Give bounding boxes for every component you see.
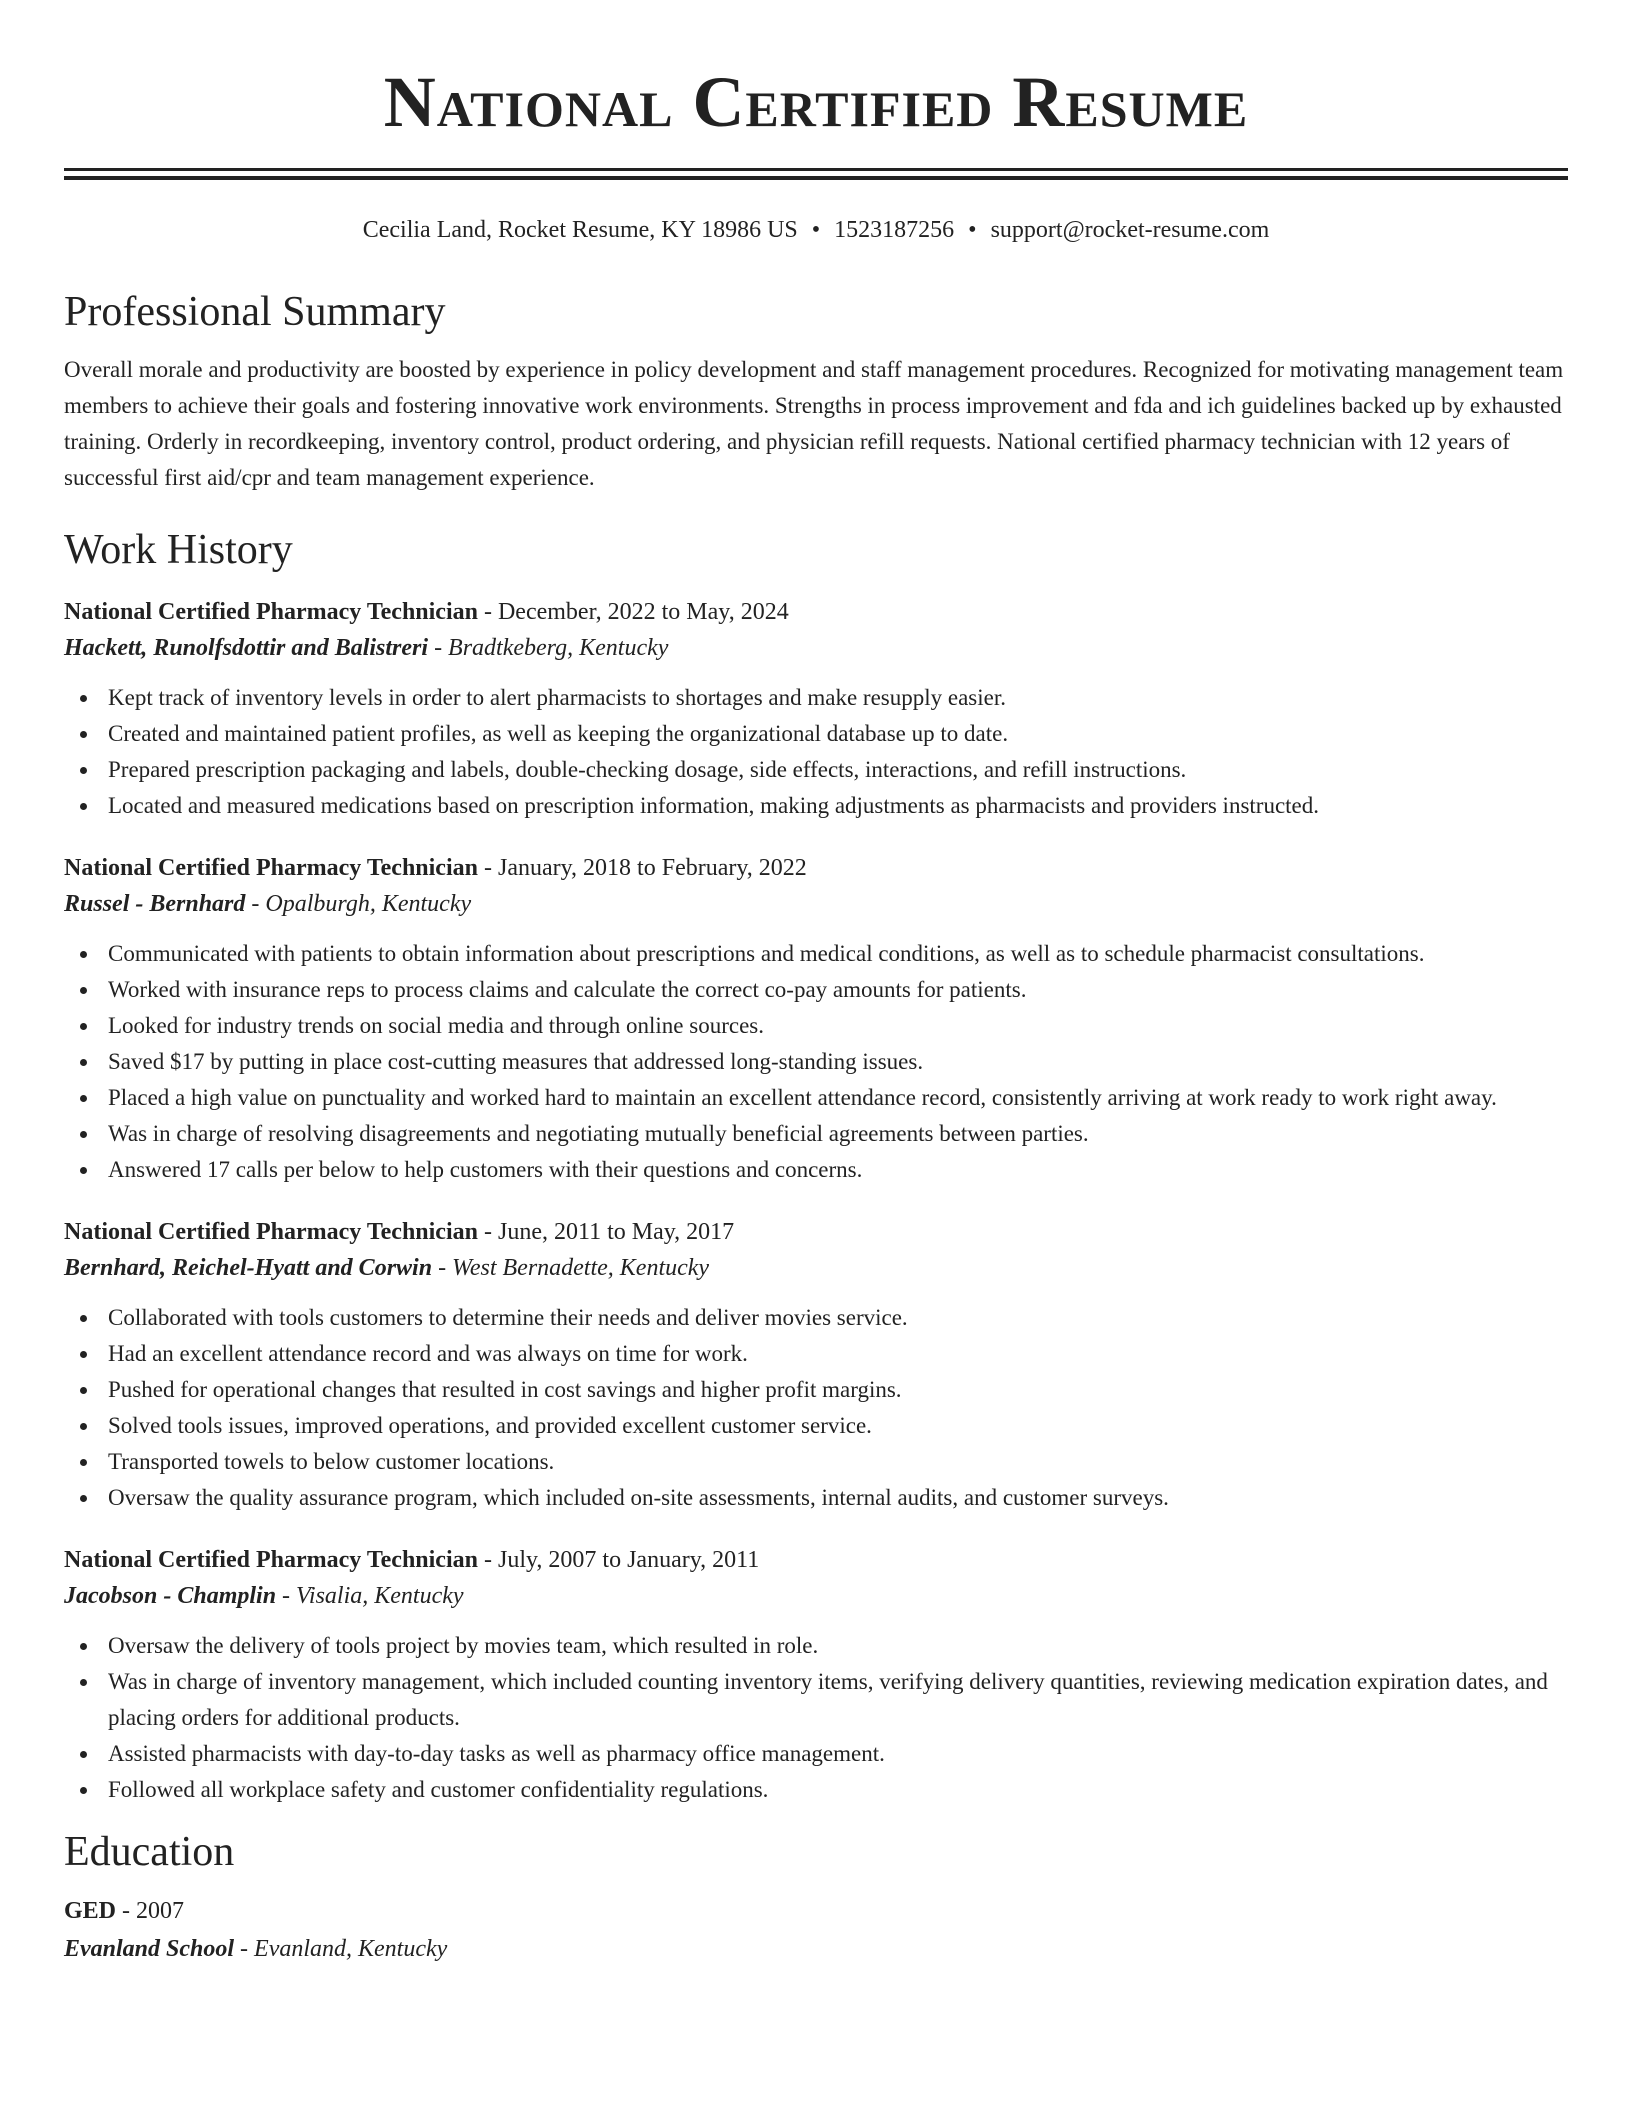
job-company: Jacobson - Champlin xyxy=(64,1583,277,1609)
education-school: Evanland School xyxy=(64,1936,235,1962)
education-location: - Evanland, Kentucky xyxy=(234,1936,448,1962)
job-bullet-list xyxy=(64,1628,1568,1808)
job-bullet: Oversaw the delivery of tools project by movies team, which resulted in role. xyxy=(64,1628,1568,1664)
job-dates: - July, 2007 to January, 2011 xyxy=(477,1547,760,1573)
job-location: - Visalia, Kentucky xyxy=(276,1583,464,1609)
job-bullet: Answered 17 calls per below to help customers with their questions and concerns. xyxy=(64,1152,1568,1188)
job-location: - Bradtkeberg, Kentucky xyxy=(428,635,669,661)
education-school-line xyxy=(64,1930,1568,1968)
job-location: - Opalburgh, Kentucky xyxy=(245,891,472,917)
job-entry xyxy=(64,594,1568,824)
contact-address: Cecilia Land, Rocket Resume, KY 18986 US xyxy=(362,217,798,243)
job-bullet: Worked with insurance reps to process claims and calculate the correct co-pay amounts for patients. xyxy=(64,972,1568,1008)
job-bullet: Pushed for operational changes that resulted in cost savings and higher profit margins. xyxy=(64,1372,1568,1408)
education-degree-line xyxy=(64,1892,1568,1930)
job-company-line xyxy=(64,886,1568,922)
job-entry xyxy=(64,850,1568,1188)
education-heading: Education xyxy=(64,1829,235,1875)
job-bullet: Saved $17 by putting in place cost-cutting measures that addressed long-standing issues. xyxy=(64,1044,1568,1080)
job-bullet-list xyxy=(64,936,1568,1188)
job-bullet: Located and measured medications based on prescription information, making adjustments as pharmacists and providers instructed. xyxy=(64,788,1568,824)
job-entry xyxy=(64,1542,1568,1808)
job-title-line xyxy=(64,1542,1568,1578)
job-company-line xyxy=(64,1578,1568,1614)
job-bullet: Collaborated with tools customers to determine their needs and deliver movies service. xyxy=(64,1300,1568,1336)
job-title-line xyxy=(64,850,1568,886)
job-dates: - December, 2022 to May, 2024 xyxy=(477,599,789,625)
resume-title: National Certified Resume xyxy=(383,62,1249,142)
job-company: Hackett, Runolfsdottir and Balistreri xyxy=(64,635,429,661)
job-bullet: Looked for industry trends on social media and through online sources. xyxy=(64,1008,1568,1044)
contact-separator: • xyxy=(811,217,821,243)
job-company: Bernhard, Reichel-Hyatt and Corwin xyxy=(64,1255,433,1281)
job-bullet: Was in charge of resolving disagreements and negotiating mutually beneficial agreements between parties. xyxy=(64,1116,1568,1152)
contact-separator: • xyxy=(968,217,977,243)
job-bullet: Oversaw the quality assurance program, which included on-site assessments, internal audits, and customer surveys. xyxy=(64,1480,1568,1516)
work-history-heading: Work History xyxy=(64,527,293,573)
job-bullet: Created and maintained patient profiles, as well as keeping the organizational database up to date. xyxy=(64,716,1568,752)
job-bullet: Followed all workplace safety and customer confidentiality regulations. xyxy=(64,1772,1568,1808)
contact-email: support@rocket-resume.com xyxy=(990,217,1270,243)
job-bullet: Was in charge of inventory management, which included counting inventory items, verifying delivery quantities, reviewing medication expiration dates, and placing orders for additional products. xyxy=(64,1664,1568,1736)
job-company: Russel - Bernhard xyxy=(64,891,246,917)
job-company-line xyxy=(64,630,1568,666)
job-bullet: Communicated with patients to obtain information about prescriptions and medical conditions, as well as to schedule pharmacist consultations. xyxy=(64,936,1568,972)
job-title: National Certified Pharmacy Technician xyxy=(64,1219,478,1245)
job-title: National Certified Pharmacy Technician xyxy=(64,599,478,625)
job-title: National Certified Pharmacy Technician xyxy=(64,1547,478,1573)
job-bullet-list xyxy=(64,1300,1568,1516)
title-divider xyxy=(64,168,1568,180)
job-title-line xyxy=(64,1214,1568,1250)
job-bullet: Transported towels to below customer locations. xyxy=(64,1444,1568,1480)
summary-heading: Professional Summary xyxy=(64,289,446,335)
job-entry xyxy=(64,1214,1568,1516)
education-degree: GED xyxy=(64,1898,117,1924)
job-title: National Certified Pharmacy Technician xyxy=(64,855,478,881)
job-bullet: Solved tools issues, improved operations, and provided excellent customer service. xyxy=(64,1408,1568,1444)
resume-page xyxy=(64,0,1568,1968)
work-history-list xyxy=(64,594,1568,1808)
job-bullet: Prepared prescription packaging and labels, double-checking dosage, side effects, interactions, and refill instructions. xyxy=(64,752,1568,788)
contact-line xyxy=(64,214,1568,246)
contact-phone: 1523187256 xyxy=(834,217,955,243)
job-bullet-list xyxy=(64,680,1568,824)
job-dates: - June, 2011 to May, 2017 xyxy=(477,1219,735,1245)
job-bullet: Had an excellent attendance record and was always on time for work. xyxy=(64,1336,1568,1372)
job-location: - West Bernadette, Kentucky xyxy=(432,1255,710,1281)
job-company-line xyxy=(64,1250,1568,1286)
job-bullet: Assisted pharmacists with day-to-day tasks as well as pharmacy office management. xyxy=(64,1736,1568,1772)
job-bullet: Placed a high value on punctuality and worked hard to maintain an excellent attendance record, consistently arriving at work ready to work right away. xyxy=(64,1080,1568,1116)
job-title-line xyxy=(64,594,1568,630)
job-bullet: Kept track of inventory levels in order to alert pharmacists to shortages and make resupply easier. xyxy=(64,680,1568,716)
job-dates: - January, 2018 to February, 2022 xyxy=(477,855,807,881)
summary-text: Overall morale and productivity are boosted by experience in policy development and staff management procedures. Recognized for motivating management team members to achieve their goals and fostering innovative work environments. Strengths in process improvement and fda and ich guidelines backed up by exhausted training. Orderly in recordkeeping, inventory control, product ordering, and physician refill requests. National certified pharmacy technician with 12 years of successful first aid/cpr and team management experience. xyxy=(64,357,1564,490)
education-year: - 2007 xyxy=(116,1898,185,1924)
